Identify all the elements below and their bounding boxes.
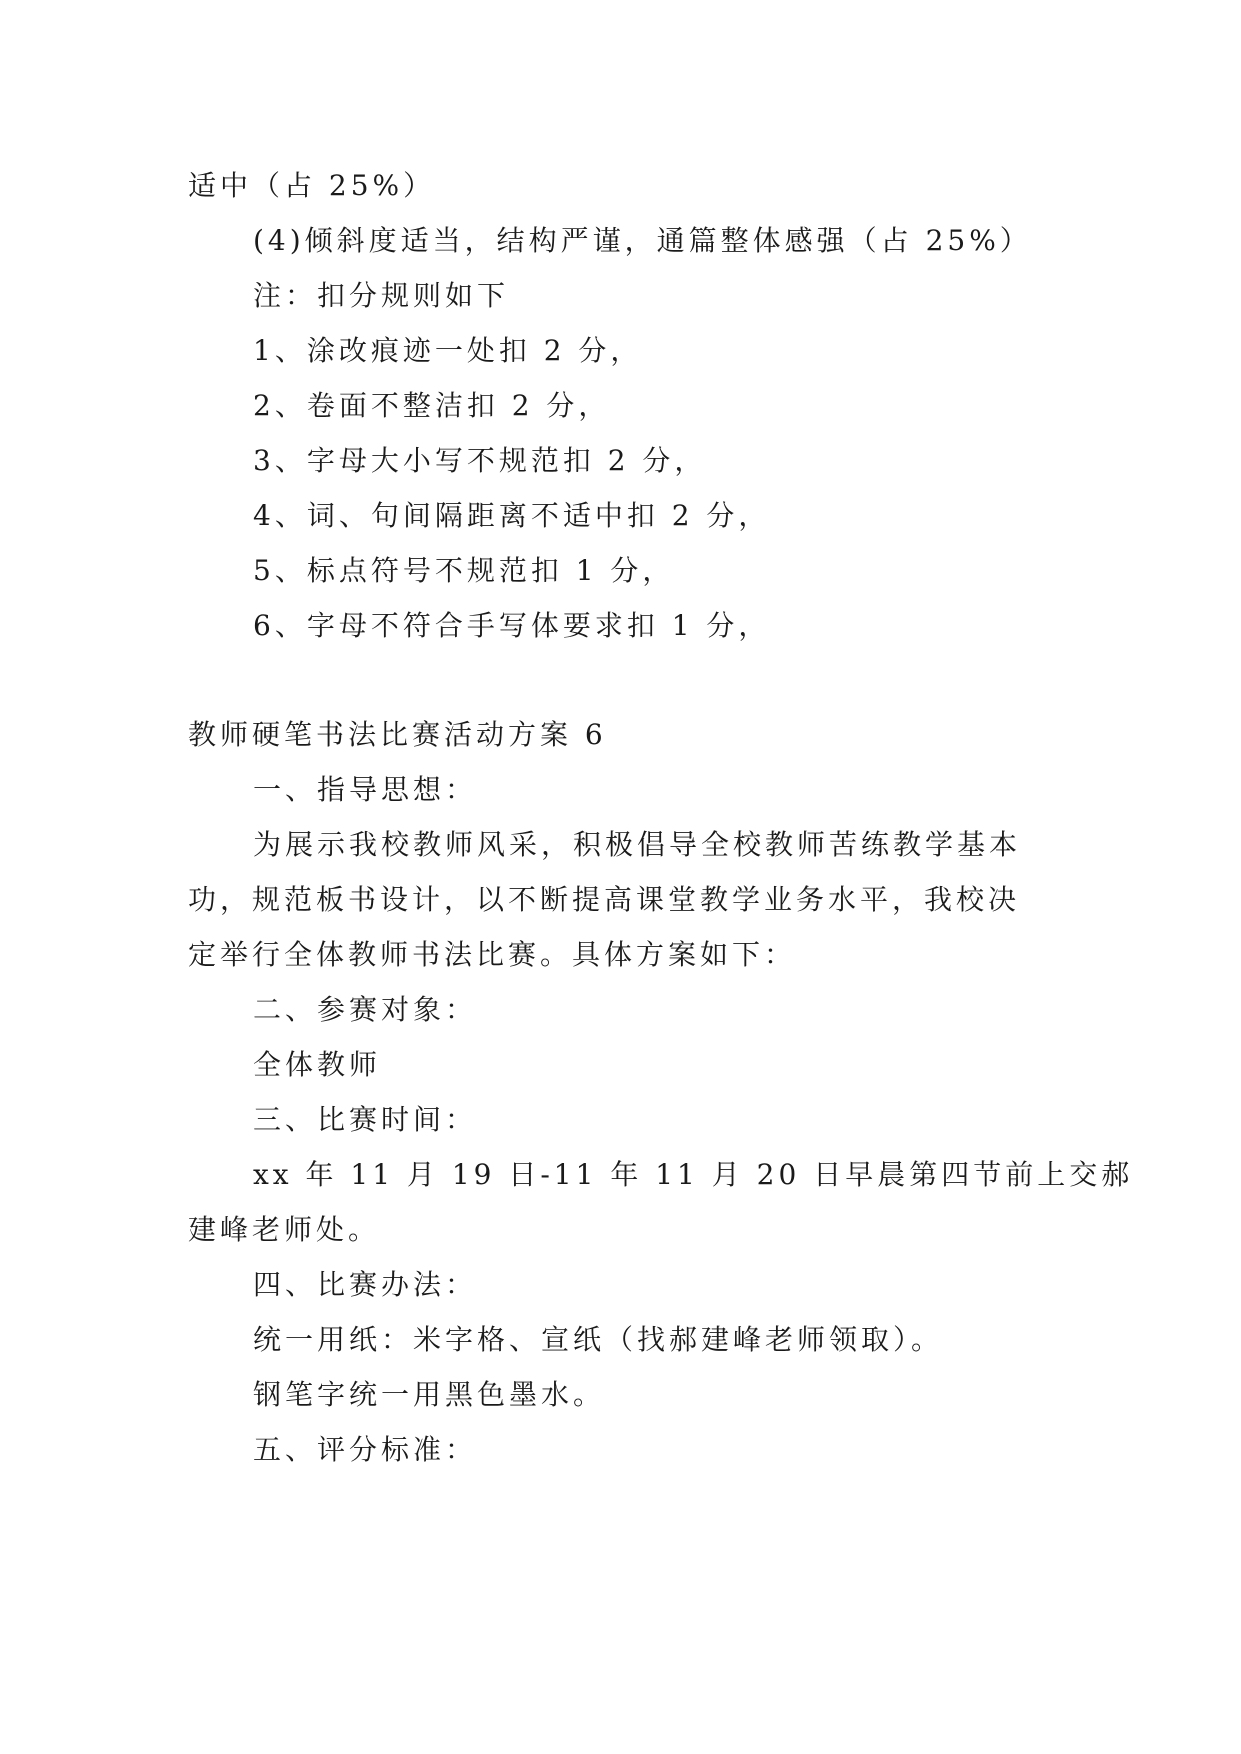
paragraph-line: 全体教师 <box>253 1048 382 1081</box>
paragraph-line: 钢笔字统一用黑色墨水。 <box>253 1378 606 1411</box>
section-heading: 一、指导思想： <box>253 773 478 806</box>
paragraph-line: (4)倾斜度适当，结构严谨，通篇整体感强（占 25%） <box>253 224 1032 257</box>
section-heading: 二、参赛对象： <box>253 993 478 1026</box>
list-item: 6、字母不符合手写体要求扣 1 分， <box>253 609 771 642</box>
section-heading: 四、比赛办法： <box>253 1268 478 1301</box>
list-item: 5、标点符号不规范扣 1 分， <box>253 554 675 587</box>
section-title: 教师硬笔书法比赛活动方案 6 <box>188 718 607 751</box>
paragraph-line: 统一用纸：米字格、宣纸（找郝建峰老师领取）。 <box>253 1323 944 1356</box>
paragraph-line: 定举行全体教师书法比赛。具体方案如下： <box>188 938 797 971</box>
list-item: 3、字母大小写不规范扣 2 分， <box>253 444 707 477</box>
section-heading: 五、评分标准： <box>253 1433 478 1466</box>
list-item: 1、涂改痕迹一处扣 2 分， <box>253 334 643 367</box>
list-item: 4、词、句间隔距离不适中扣 2 分， <box>253 499 771 532</box>
section-heading: 三、比赛时间： <box>253 1103 478 1136</box>
paragraph-line: 为展示我校教师风采，积极倡导全校教师苦练教学基本 <box>253 828 1022 861</box>
paragraph-line: 适中（占 25%） <box>188 169 436 202</box>
paragraph-line: xx 年 11 月 19 日-11 年 11 月 20 日早晨第四节前上交郝 <box>253 1158 1134 1191</box>
list-item: 2、卷面不整洁扣 2 分， <box>253 389 611 422</box>
note-heading: 注：扣分规则如下 <box>253 279 510 312</box>
paragraph-line: 建峰老师处。 <box>188 1213 381 1246</box>
paragraph-line: 功，规范板书设计，以不断提高课堂教学业务水平，我校决 <box>188 883 1021 916</box>
